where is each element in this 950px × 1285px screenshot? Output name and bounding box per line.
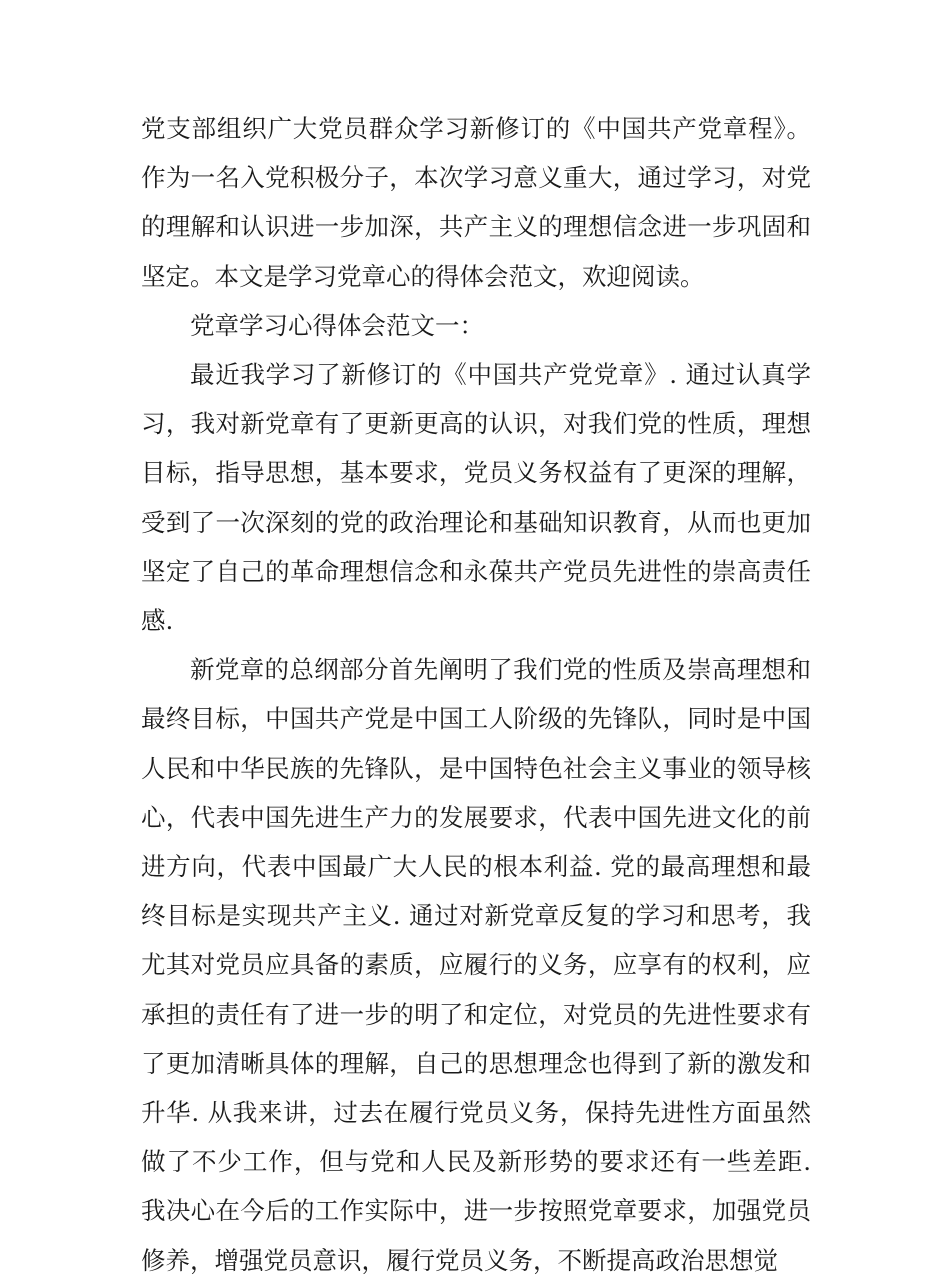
document-body	[141, 104, 811, 1285]
section-heading: 党章学习心得体会范文一：	[190, 310, 484, 340]
body-paragraph: 最近我学习了新修订的《中国共产党党章》. 通过认真学习，我对新党章有了更新更高的认识，对我们党的性质，理想目标，指导思想，基本要求，党员义务权益有了更深的理解，受到了一次深刻的党的政治理论和基础知识教育，从而也更加坚定了自己的革命理想信念和永葆共产党员先进性的崇高责任感.	[141, 360, 811, 636]
intro-paragraph: 党支部组织广大党员群众学习新修订的《中国共产党章程》。作为一名入党积极分子，本次学习意义重大，通过学习，对党的理解和认识进一步加深，共产主义的理想信念进一步巩固和坚定。本文是学习党章心的得体会范文，欢迎阅读。	[141, 114, 811, 291]
body-paragraph: 新党章的总纲部分首先阐明了我们党的性质及崇高理想和最终目标，中国共产党是中国工人阶级的先锋队，同时是中国人民和中华民族的先锋队，是中国特色社会主义事业的领导核心，代表中国先进生产力的发展要求，代表中国先进文化的前进方向，代表中国最广大人民的根本利益. 党的最高理想和最终目标是实现共产主义. 通过对新党章反复的学习和思考，我尤其对党员应具备的素质，应履行的义务，应享有的权利，应承担的责任有了进一步的明了和定位，对党员的先进性要求有了更加清晰具体的理解，自己的思想理念也得到了新的激发和升华. 从我来讲，过去在履行党员义务，保持先进性方面虽然做了不少工作，但与党和人民及新形势的要求还有一些差距. 我决心在今后的工作实际中，进一步按照党章要求，加强党员修养，增强党员意识，履行党员义务，不断提高政治思想觉	[141, 655, 811, 1275]
